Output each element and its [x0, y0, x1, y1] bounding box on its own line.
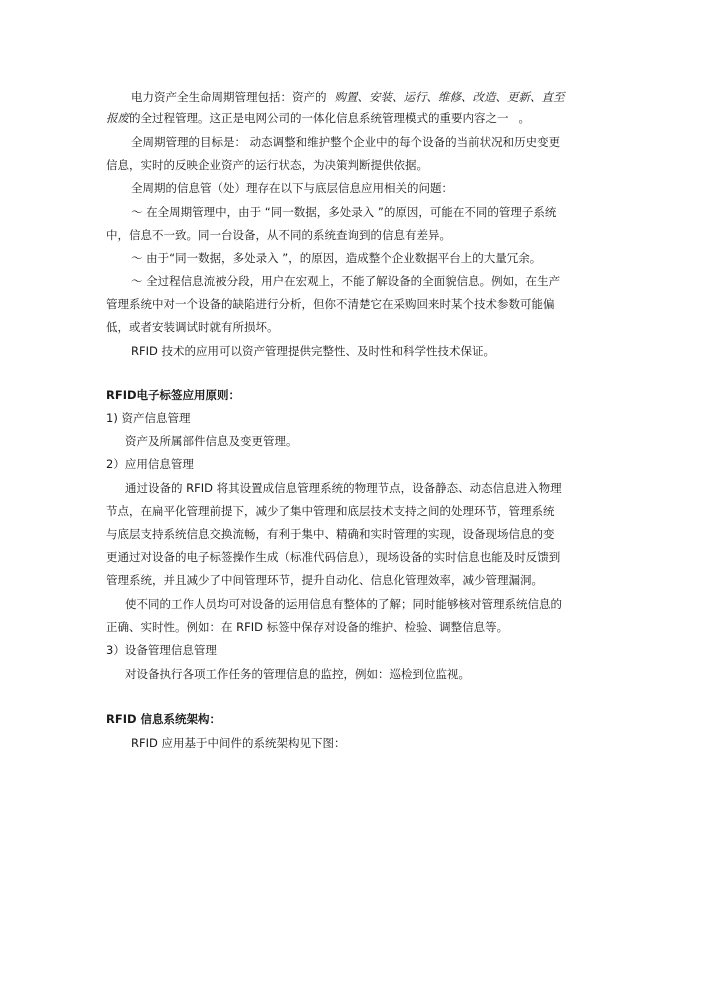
- para1-end-mark: 。: [518, 111, 530, 125]
- para2-line2: 信息，实时的反映企业资产的运行状态，为决策判断提供依据。: [106, 158, 428, 172]
- item2-line2: 节点，在扁平化管理前提下，减少了集中管理和底层技术支持之间的处理环节，管理系统: [106, 504, 555, 518]
- para1-line2: [106, 110, 530, 126]
- section1-heading: RFID电子标签应用原则：: [106, 388, 241, 402]
- section2-heading: RFID 信息系统架构：: [106, 712, 222, 726]
- para3-line1: 全周期的信息管（处）理存在以下与底层信息应用相关的问题：: [131, 181, 453, 195]
- item2-line6: 使不同的工作人员均可对设备的运用信息有整体的了解；同时能够核对管理系统信息的: [125, 597, 562, 611]
- item2-line1: 通过设备的 RFID 将其设置成信息管理系统的物理节点，设备静态、动态信息进入物理: [125, 481, 562, 495]
- para4-line1: RFID 技术的应用可以资产管理提供完整性、及时性和科学性技术保证。: [131, 344, 496, 358]
- item2-line7: 正确、实时性。例如：在 RFID 标签中保存对设备的维护、检验、调整信息等。: [106, 620, 509, 634]
- para1-italic-text: 购置、安装、运行、维修、改造、更新、直至: [334, 90, 565, 104]
- para1-text: 电力资产全生命周期管理包括：资产的: [131, 90, 327, 104]
- item3-title: 3）设备管理信息管理: [106, 643, 217, 657]
- item2-line4: 更通过对设备的电子标签操作生成（标准代码信息），现场设备的实时信息也能及时反馈到: [106, 550, 561, 564]
- bullet2-line1: ～ 由于“同一数据，多处录入 ”，的原因，造成整个企业数据平台上的大量冗余。: [131, 251, 542, 265]
- bullet3-line3: 低，或者安装调试时就有所损坏。: [106, 320, 279, 334]
- item1-title: 1) 资产信息管理: [106, 411, 191, 425]
- bullet3-line1: ～ 全过程信息流被分段，用户在宏观上，不能了解设备的全面貌信息。例如，在生产: [131, 274, 561, 288]
- item2-line3: 与底层支持系统信息交换流畅，有利于集中、精确和实时管理的实现，设备现场信息的变: [106, 527, 555, 541]
- item1-body: 资产及所属部件信息及变更管理。: [125, 434, 298, 448]
- section2-line1: RFID 应用基于中间件的系统架构见下图：: [131, 736, 346, 750]
- item2-line5: 管理系统，并且减少了中间管理环节，提升自动化、信息化管理效率，减少管理漏洞。: [106, 573, 543, 587]
- para1-italic-text: 报废: [106, 111, 129, 125]
- item2-title: 2）应用信息管理: [106, 457, 194, 471]
- bullet3-line2: 管理系统中对一个设备的缺陷进行分析，但你不清楚它在采购回来时某个技术参数可能偏: [106, 297, 555, 311]
- para2-line1: 全周期管理的目标是： 动态调整和维护整个企业中的每个设备的当前状况和历史变更: [131, 135, 561, 149]
- bullet1-line1: ～ 在全周期管理中，由于 “同一数据，多处录入 ”的原因，可能在不同的管理子系统: [131, 205, 557, 219]
- para1-text: 的全过程管理。这正是电网公司的一体化信息系统管理模式的重要内容之一: [129, 111, 509, 125]
- item3-body: 对设备执行各项工作任务的管理信息的监控，例如：巡检到位监视。: [125, 667, 470, 681]
- bullet1-line2: 中，信息不一致。同一台设备，从不同的系统查询到的信息有差异。: [106, 228, 451, 242]
- para1-line1: [131, 89, 565, 105]
